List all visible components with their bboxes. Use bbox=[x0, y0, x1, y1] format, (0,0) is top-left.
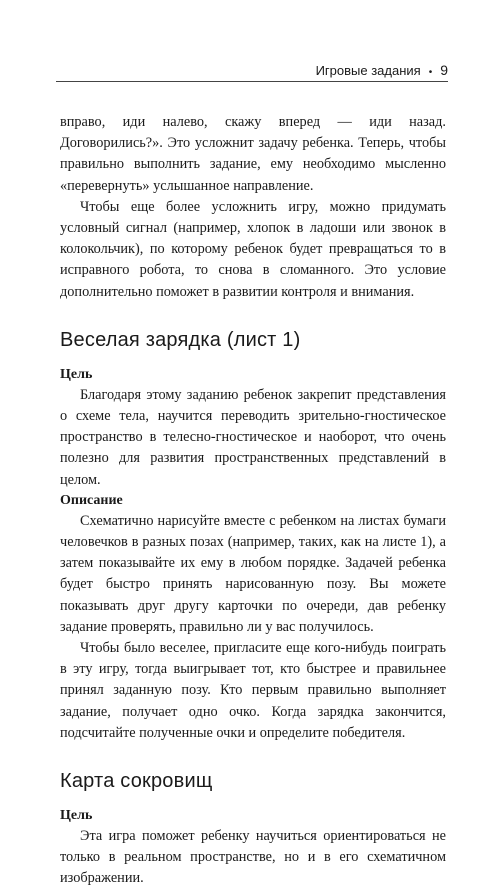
running-header bbox=[56, 58, 448, 82]
section-title-treasure-map: Карта сокровищ bbox=[60, 770, 213, 793]
description-heading: Описание bbox=[60, 492, 123, 508]
section-title-morning-exercise: Веселая зарядка (лист 1) bbox=[60, 328, 301, 351]
goal-heading-2: Цель bbox=[60, 808, 93, 824]
description-paragraph-2: Чтобы было веселее, пригласите еще кого-нибудь поиграть в эту игру, тогда выигрывает тот, кто быстрее и правильнее принял заданную позу. Кто первым правильно выполняет задание, получает одно очко. Когда зарядка закончится, подсчитайте полученные очки и определите победителя. bbox=[60, 640, 446, 741]
goal-paragraph-2: Эта игра поможет ребенку научиться ориентироваться не только в реальном пространстве, но и в его схематичном изображении. bbox=[60, 828, 446, 887]
intro-paragraph-1: вправо, иди налево, скажу вперед — иди назад. Договорились?». Это усложнит задачу ребенка. Теперь, чтобы правильно выполнить задание, ему необходимо мысленно «перевернуть» услышанное направление. bbox=[60, 114, 446, 194]
page-number: 9 bbox=[440, 62, 448, 78]
intro-paragraph-2: Чтобы еще более усложнить игру, можно придумать условный сигнал (например, хлопок в ладоши или звонок в колокольчик), по которому ребенок будет превращаться то в исправного робота, то снова в сломанного. Это условие дополнительно поможет в развитии контроля и внимания. bbox=[60, 198, 446, 300]
page-body bbox=[60, 112, 446, 890]
running-title: Игровые задания bbox=[315, 63, 421, 78]
bullet-separator: • bbox=[428, 67, 433, 78]
goal-heading: Цель bbox=[60, 366, 93, 382]
goal-paragraph: Благодаря этому заданию ребенок закрепит представления о схеме тела, научится переводить зрительно-гностическое пространство в телесно-гностическое и наоборот, что очень полезно для развития пространственных представлений в целом. bbox=[60, 386, 446, 488]
description-paragraph-1: Схематично нарисуйте вместе с ребенком на листах бумаги человечков в разных позах (например, таких, как на листе 1), а затем показывайте их ему в любом порядке. Задачей ребенка будет быстро принять нарисованную позу. Вы можете показывать друг другу карточки по очереди, дав ребенку задание проверять, правильно ли у вас получилось. bbox=[60, 512, 446, 635]
